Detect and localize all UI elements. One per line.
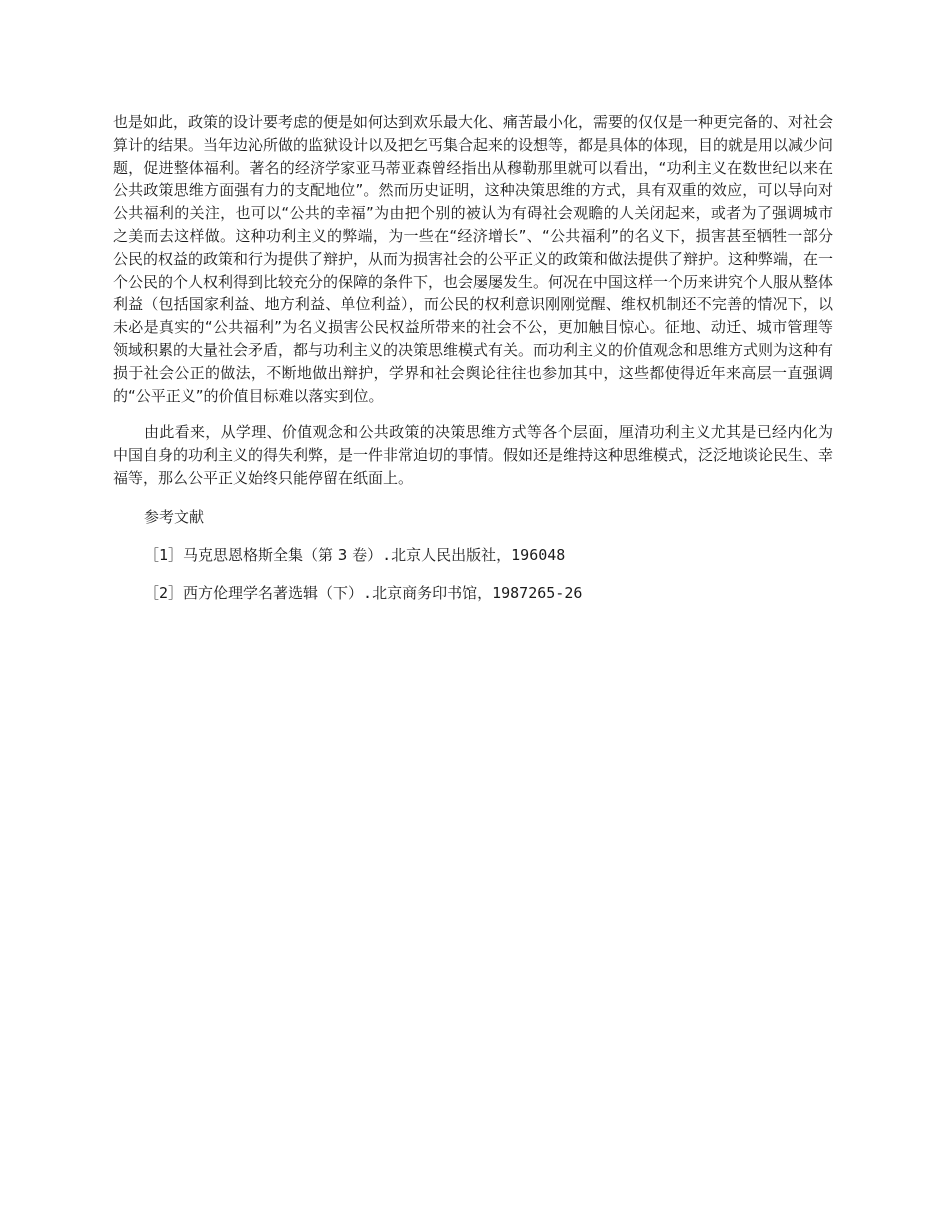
body-paragraph-1: 也是如此，政策的设计要考虑的便是如何达到欢乐最大化、痛苦最小化，需要的仅仅是一种更完备的、对社会算计的结果。当年边沁所做的监狱设计以及把乞丐集合起来的设想等，都是具体的体现，目的就是用以减少问题，促进整体福利。著名的经济学家亚马蒂亚森曾经指出从穆勒那里就可以看出，“功利主义在数世纪以来在公共政策思维方面强有力的支配地位”。然而历史证明，这种决策思维的方式，具有双重的效应，可以导向对公共福利的关注，也可以“公共的幸福”为由把个别的被认为有碍社会观瞻的人关闭起来，或者为了强调城市之美而去这样做。这种功利主义的弊端，为一些在“经济增长”、“公共福利”的名义下，损害甚至牺牲一部分公民的权益的政策和行为提供了辩护，从而为损害社会的公平正义的政策和做法提供了辩护。这种弊端，在一个公民的个人权利得到比较充分的保障的条件下，也会屡屡发生。何况在中国这样一个历来讲究个人服从整体利益（包括国家利益、地方利益、单位利益），而公民的权利意识刚刚觉醒、维权机制还不完善的情况下，以未必是真实的“公共福利”为名义损害公民权益所带来的社会不公，更加触目惊心。征地、动迁、城市管理等领域积累的大量社会矛盾，都与功利主义的决策思维模式有关。而功利主义的价值观念和思维方式则为这种有损于社会公正的做法，不断地做出辩护，学界和社会舆论往往也参加其中，这些都使得近年来高层一直强调的“公平正义”的价值目标难以落实到位。 [113,113,834,405]
reference-title: 马克思恩格斯全集（第 3 卷） [183,545,383,564]
references-heading: 参考文献 [144,507,205,526]
reference-publisher: .北京商务印书馆，1987265-26 [363,583,583,602]
reference-item-1 [144,544,833,566]
reference-number: ［2］ [144,583,184,602]
reference-item-2 [144,582,833,604]
reference-number: ［1］ [144,545,184,564]
document-page [113,111,833,604]
body-paragraph-2: 由此看来，从学理、价值观念和公共政策的决策思维方式等各个层面，厘清功利主义尤其是已经内化为中国自身的功利主义的得失利弊，是一件非常迫切的事情。假如还是维持这种思维模式，泛泛地谈论民生、幸福等，那么公平正义始终只能停留在纸面上。 [113,423,834,487]
reference-publisher: .北京人民出版社，196048 [382,545,566,564]
reference-title: 西方伦理学名著选辑（下） [183,583,364,602]
